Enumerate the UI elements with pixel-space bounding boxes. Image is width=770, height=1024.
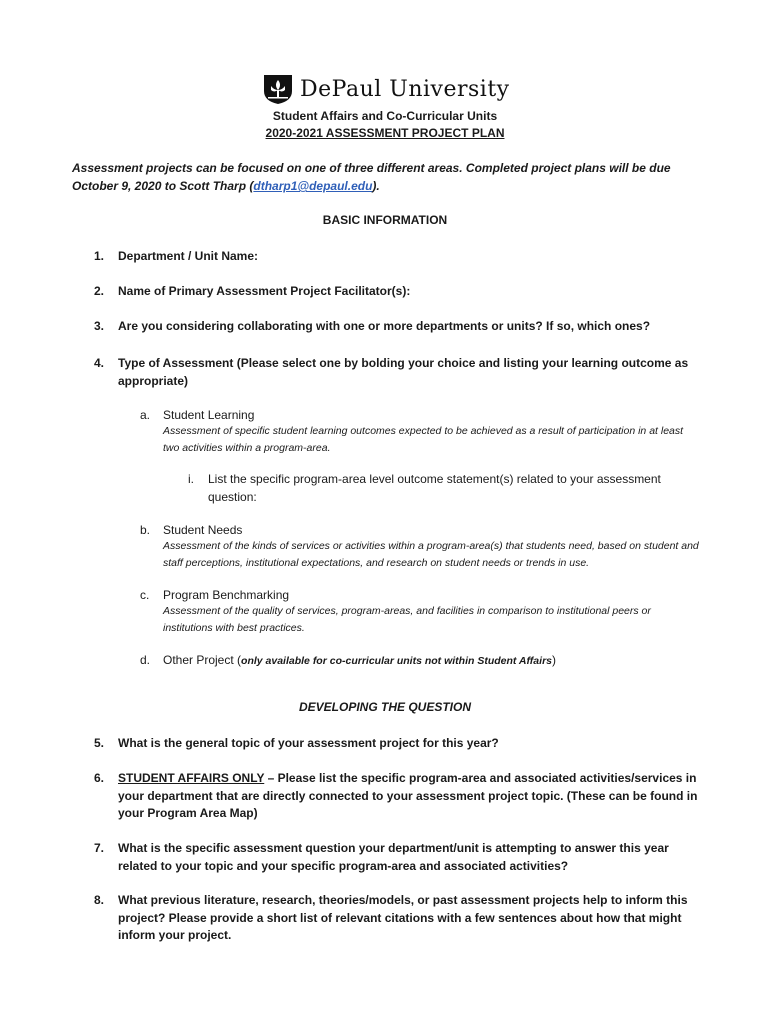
question-text-line: [118, 770, 704, 823]
question-number: 8.: [94, 893, 105, 907]
university-shield-icon: [262, 73, 294, 105]
question-text: – Please list the specific program-area and associated activities/services in your department that are directly connected to your assessment project topic. (These can be found in your Program Area Map): [118, 771, 698, 820]
question-number: 5.: [94, 736, 105, 750]
intro-paragraph: [72, 159, 712, 195]
question-text: Are you considering collaborating with one or more departments or units? If so, which ones?: [118, 319, 651, 333]
question-1: [94, 248, 704, 266]
subitem-outcome-statement: [188, 471, 698, 506]
question-5: [94, 735, 704, 753]
section-basic-information: BASIC INFORMATION: [322, 213, 448, 227]
option-program-benchmarking: [140, 587, 700, 636]
question-text: What previous literature, research, theories/models, or past assessment projects help to inform this project? Please provide a short list of relevant citations with a few sentences about how that might inform your project.: [118, 893, 688, 942]
question-number: 4.: [94, 356, 105, 370]
option-title: Program Benchmarking: [163, 588, 290, 602]
question-number: 3.: [94, 319, 105, 333]
option-letter: c.: [140, 588, 150, 602]
option-description: Assessment of the kinds of services or activities within a program-area(s) that students need, based on student and staff perceptions, institutional expectations, and research on student needs or trends in use.: [163, 540, 699, 569]
question-6: [94, 770, 704, 823]
depaul-logo: [262, 72, 508, 106]
question-7: [94, 840, 704, 875]
question-2: [94, 283, 704, 301]
question-8: [94, 892, 704, 945]
option-letter: d.: [140, 653, 151, 667]
question-text: Type of Assessment (Please select one by bolding your choice and listing your learning outcome as appropriate): [118, 356, 689, 388]
intro-text: Assessment projects can be focused on one of three different areas. Completed project plans will be due October 9, 2020 to Scott Tharp (: [72, 161, 671, 193]
header-plan-title: 2020-2021 ASSESSMENT PROJECT PLAN: [265, 126, 505, 140]
subitem-number: i.: [188, 472, 194, 486]
question-number: 2.: [94, 284, 105, 298]
option-title-line: [163, 652, 700, 669]
question-number: 7.: [94, 841, 105, 855]
option-description: Assessment of the quality of services, program-areas, and facilities in comparison to institutional peers or institutions with best practices.: [163, 605, 651, 634]
logo-wordmark: DePaul University: [300, 76, 510, 102]
option-description: Assessment of specific student learning outcomes expected to be achieved as a result of participation in at least two activities within a program-area.: [163, 425, 684, 454]
question-4: [94, 355, 704, 390]
intro-suffix: ).: [372, 179, 380, 193]
option-letter: b.: [140, 523, 151, 537]
question-3: [94, 318, 704, 336]
header-unit-line: Student Affairs and Co-Curricular Units: [272, 109, 498, 123]
question-text: Name of Primary Assessment Project Facilitator(s):: [118, 284, 411, 298]
question-text: Department / Unit Name:: [118, 249, 259, 263]
option-note: only available for co-curricular units not within Student Affairs: [241, 655, 552, 667]
question-text: What is the specific assessment question your department/unit is attempting to answer this year related to your topic and your specific program-area and associated activities?: [118, 841, 669, 873]
option-other-project: [140, 652, 700, 669]
option-student-learning: [140, 407, 700, 456]
question-number: 1.: [94, 249, 105, 263]
option-title: Other Project (: [163, 653, 242, 667]
option-letter: a.: [140, 408, 151, 422]
option-title: Student Needs: [163, 523, 243, 537]
option-close: ): [552, 653, 556, 667]
question-number: 6.: [94, 771, 105, 785]
email-link[interactable]: dtharp1@depaul.edu: [253, 179, 373, 193]
option-student-needs: [140, 522, 700, 571]
student-affairs-only-label: STUDENT AFFAIRS ONLY: [118, 771, 265, 785]
option-title: Student Learning: [163, 408, 255, 422]
question-text: What is the general topic of your assessment project for this year?: [118, 736, 499, 750]
subitem-text: List the specific program-area level outcome statement(s) related to your assessment question:: [208, 472, 661, 504]
section-developing-question: DEVELOPING THE QUESTION: [298, 700, 472, 714]
